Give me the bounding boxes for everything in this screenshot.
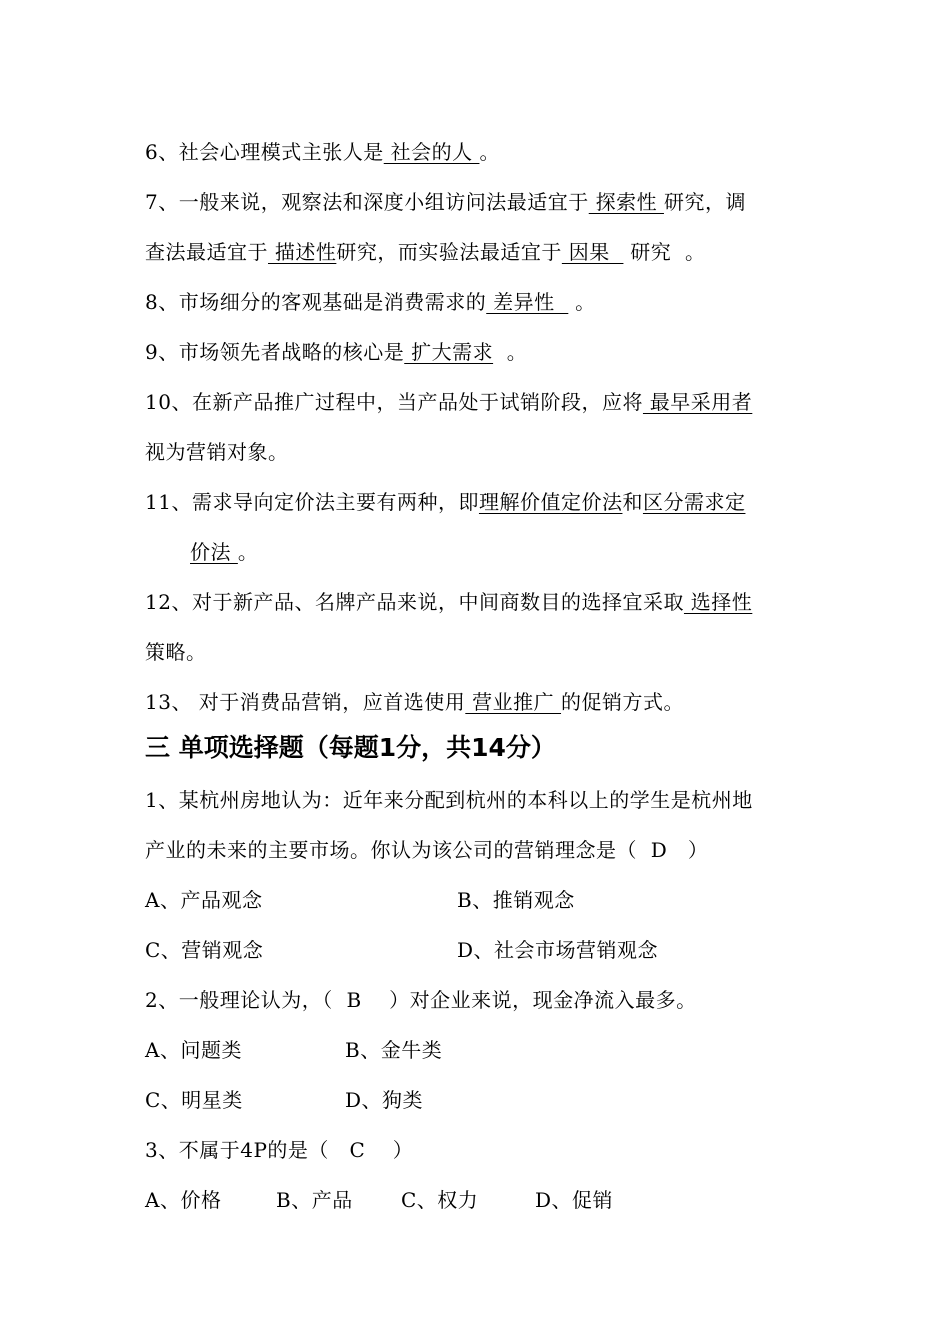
q6-answer: 社会的人 [383,140,480,164]
q13-text: 13、 对于消费品营销，应首选使用 [145,690,466,714]
q10-text: 10、在新产品推广过程中，当产品处于试销阶段，应将 [145,390,643,414]
q7-line-2 [145,238,706,266]
q8-text-after: 。 [568,290,596,314]
q7-line-1 [145,188,746,216]
q9-line [145,338,527,366]
mc-q1-option-a: A、产品观念 [145,888,263,912]
q11-answer-2: 区分需求定 [642,490,746,514]
q6-text-after: 。 [479,140,500,164]
mc-q1-option-c: C、营销观念 [145,938,264,962]
mc-q2-option-d: D、狗类 [345,1088,424,1112]
q12-line-2: 策略。 [145,640,207,664]
mc-q3-option-a: A、价格 [145,1188,222,1212]
q6-text: 6、社会心理模式主张人是 [145,140,384,164]
mc-q3-option-d: D、促销 [535,1188,614,1212]
q7-text-after: 研究，调 [663,190,746,214]
q10-answer: 最早采用者 [642,390,753,414]
q11-line-2 [190,538,258,566]
mc-q1-line-1: 1、某杭州房地认为：近年来分配到杭州的本科以上的学生是杭州地 [145,788,753,812]
q8-text: 8、市场细分的客观基础是消费需求的 [145,290,487,314]
q7-answer-3: 因果 [561,240,624,264]
q7-text-2: 查法最适宜于 [145,240,268,264]
q7-text-mid: 研究，而实验法最适宜于 [336,240,562,264]
q13-text-after: 的促销方式。 [561,690,685,714]
q11-line-1 [145,488,745,516]
q12-line-1 [145,588,752,616]
q7-text: 7、一般来说，观察法和深度小组访问法最适宜于 [145,190,589,214]
q11-answer-1: 理解价值定价法 [478,490,623,514]
mc-q3-option-b: B、产品 [276,1188,353,1212]
mc-q1-option-b: B、推销观念 [457,888,575,912]
q6-line [145,138,500,166]
q10-line-1 [145,388,752,416]
q9-text-after: 。 [493,340,528,364]
mc-q2-option-c: C、明星类 [145,1088,243,1112]
q12-answer: 选择性 [683,590,753,614]
q11-text-mid: 和 [622,490,643,514]
section-heading: 三 单项选择题（每题1分，共14分） [145,733,556,762]
q7-answer-2: 描述性 [268,240,337,264]
q12-text: 12、对于新产品、名牌产品来说，中间商数目的选择宜采取 [145,590,684,614]
q7-text-end: 研究 。 [623,240,706,264]
mc-q1-line-2: 产业的未来的主要市场。你认为该公司的营销理念是（ D ） [145,838,709,862]
q10-line-2: 视为营销对象。 [145,440,289,464]
q7-answer-1: 探索性 [588,190,664,214]
q11-answer-2-cont: 价法 [190,540,238,564]
q8-line [145,288,596,316]
mc-q2-option-b: B、金牛类 [345,1038,443,1062]
q11-text-after: 。 [237,540,259,564]
q9-answer: 扩大需求 [404,340,494,364]
mc-q1-option-d: D、社会市场营销观念 [457,938,659,962]
q9-text: 9、市场领先者战略的核心是 [145,340,405,364]
q11-text: 11、需求导向定价法主要有两种，即 [145,490,479,514]
q13-answer: 营业推广 [465,690,562,714]
mc-q3-stem: 3、不属于4P的是（ C ） [145,1138,414,1162]
mc-q3-option-c: C、权力 [401,1188,479,1212]
q13-line [145,688,684,716]
mc-q2-option-a: A、问题类 [145,1038,242,1062]
q8-answer: 差异性 [486,290,569,314]
mc-q2-stem: 2、一般理论认为，（ B ）对企业来说，现金净流入最多。 [145,988,697,1012]
